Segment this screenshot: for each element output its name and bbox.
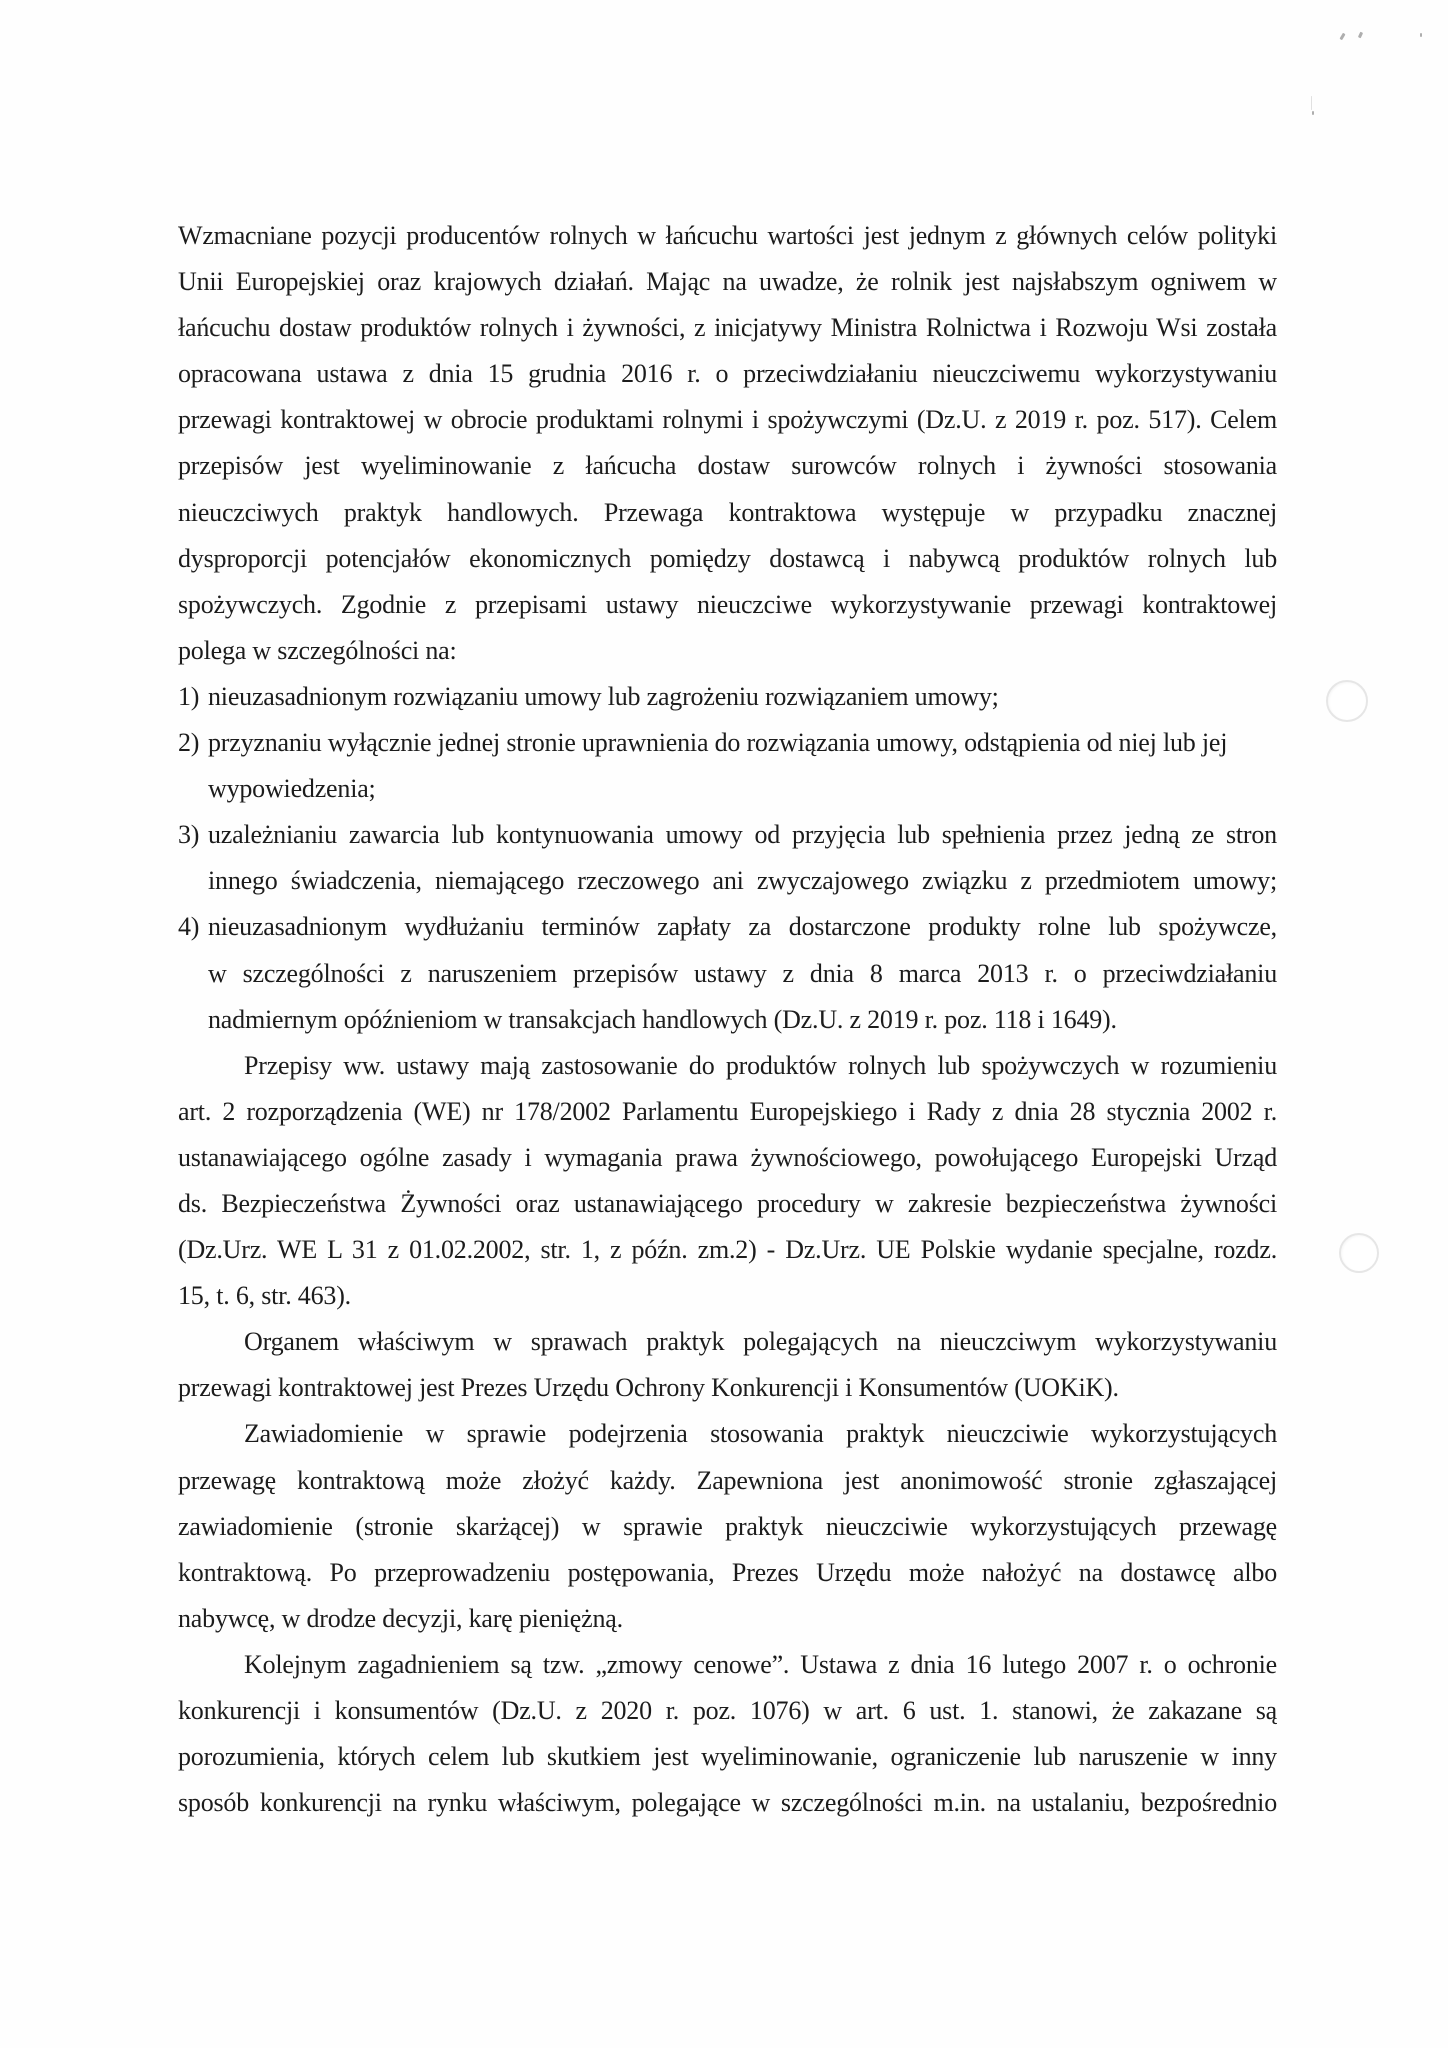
- scan-mark: [1358, 32, 1363, 39]
- list-number: 3): [178, 820, 200, 850]
- scan-mark: [1339, 33, 1345, 41]
- text-line: Zawiadomienie w sprawie podejrzenia stosowania praktyk nieuczciwie wykorzystujących: [244, 1419, 1277, 1449]
- text-line: Przepisy ww. ustawy mają zastosowanie do produktów rolnych lub spożywczych w rozumieniu: [244, 1050, 1277, 1080]
- list-item: [178, 720, 1277, 812]
- text-line: przewagi kontraktowej jest Prezes Urzędu Ochrony Konkurencji i Konsumentów (UOKiK).: [178, 1373, 1119, 1403]
- list-continuation-line: wypowiedzenia;: [208, 774, 376, 804]
- list-number: 1): [178, 681, 200, 711]
- text-line: nabywcę, w drodze decyzji, karę pieniężną.: [178, 1603, 623, 1633]
- list-number: 2): [178, 728, 200, 758]
- list-item: [178, 904, 1277, 1042]
- text-line: sposób konkurencji na rynku właściwym, polegające w szczególności m.in. na ustalaniu, bezpośrednio: [178, 1788, 1277, 1818]
- text-line: kontraktową. Po przeprowadzeniu postępowania, Prezes Urzędu może nałożyć na dostawcę albo: [178, 1557, 1277, 1587]
- scan-mark: [1311, 96, 1312, 110]
- paragraph-notification: [178, 1411, 1277, 1641]
- text-line: polega w szczególności na:: [178, 635, 457, 665]
- text-line: 15, t. 6, str. 463).: [178, 1281, 351, 1311]
- list-number: 4): [178, 912, 200, 942]
- text-line: Kolejnym zagadnieniem są tzw. „zmowy cenowe”. Ustawa z dnia 16 lutego 2007 r. o ochronie: [244, 1649, 1277, 1679]
- text-line: spożywczych. Zgodnie z przepisami ustawy nieuczciwe wykorzystywanie przewagi kontraktowej: [178, 589, 1277, 619]
- list-text: nieuzasadnionym wydłużaniu terminów zapłaty za dostarczone produkty rolne lub spożywcze,: [208, 912, 1277, 942]
- text-line: Unii Europejskiej oraz krajowych działań. Mając na uwadze, że rolnik jest najsłabszym ogniwem w: [178, 267, 1277, 297]
- document-body: [178, 213, 1277, 1826]
- scan-mark: [1312, 111, 1314, 115]
- text-line: (Dz.Urz. WE L 31 z 01.02.2002, str. 1, z późn. zm.2) - Dz.Urz. UE Polskie wydanie specjalne, rozdz.: [178, 1235, 1277, 1265]
- text-line: Wzmacniane pozycji producentów rolnych w łańcuchu wartości jest jednym z głównych celów polityki: [178, 221, 1277, 250]
- numbered-list: [178, 674, 1277, 1043]
- punch-hole: [1339, 1233, 1379, 1273]
- list-continuation-line: w szczególności z naruszeniem przepisów ustawy z dnia 8 marca 2013 r. o przeciwdziałaniu: [208, 958, 1277, 988]
- paragraph-price-fixing: [178, 1642, 1277, 1826]
- list-item: [178, 674, 1277, 720]
- list-item-line: [178, 904, 1277, 950]
- list-continuation-line: innego świadczenia, niemającego rzeczowego ani zwyczajowego związku z przedmiotem umowy;: [208, 866, 1277, 896]
- text-line: art. 2 rozporządzenia (WE) nr 178/2002 Parlamentu Europejskiego i Rady z dnia 28 stycznia 2002 r.: [178, 1096, 1277, 1126]
- text-line: ds. Bezpieczeństwa Żywności oraz ustanawiającego procedury w zakresie bezpieczeństwa żywności: [178, 1188, 1277, 1218]
- paragraph-intro: [178, 213, 1277, 674]
- text-line: przewagę kontraktową może złożyć każdy. Zapewniona jest anonimowość stronie zgłaszającej: [178, 1465, 1277, 1495]
- paragraph-scope: [178, 1043, 1277, 1320]
- list-item-line: [178, 674, 1277, 720]
- text-line: nieuczciwych praktyk handlowych. Przewaga kontraktowa występuje w przypadku znacznej: [178, 497, 1277, 527]
- list-item-line: [178, 812, 1277, 858]
- list-item: [178, 812, 1277, 904]
- text-line: przewagi kontraktowej w obrocie produktami rolnymi i spożywczymi (Dz.U. z 2019 r. poz. 517). Celem: [178, 405, 1277, 435]
- text-line: opracowana ustawa z dnia 15 grudnia 2016 r. o przeciwdziałaniu nieuczciwemu wykorzystywaniu: [178, 359, 1277, 389]
- punch-hole: [1326, 680, 1368, 722]
- list-text: uzależnianiu zawarcia lub kontynuowania umowy od przyjęcia lub spełnienia przez jedną ze stron: [208, 820, 1277, 850]
- text-line: przepisów jest wyeliminowanie z łańcucha dostaw surowców rolnych i żywności stosowania: [178, 451, 1277, 481]
- text-line: porozumienia, których celem lub skutkiem jest wyeliminowanie, ograniczenie lub naruszenie w inny: [178, 1742, 1277, 1772]
- paragraph-authority: [178, 1319, 1277, 1411]
- text-line: łańcuchu dostaw produktów rolnych i żywności, z inicjatywy Ministra Rolnictwa i Rozwoju Wsi została: [178, 313, 1277, 343]
- scan-mark: [1420, 33, 1422, 37]
- list-text: przyznaniu wyłącznie jednej stronie uprawnienia do rozwiązania umowy, odstąpienia od niej lub jej: [208, 728, 1228, 758]
- text-line: konkurencji i konsumentów (Dz.U. z 2020 r. poz. 1076) w art. 6 ust. 1. stanowi, że zakazane są: [178, 1696, 1277, 1725]
- text-line: Organem właściwym w sprawach praktyk polegających na nieuczciwym wykorzystywaniu: [244, 1327, 1277, 1357]
- list-continuation-line: nadmiernym opóźnieniom w transakcjach handlowych (Dz.U. z 2019 r. poz. 118 i 1649).: [208, 1004, 1117, 1034]
- list-text: nieuzasadnionym rozwiązaniu umowy lub zagrożeniu rozwiązaniem umowy;: [208, 681, 999, 711]
- list-item-line: [178, 720, 1277, 766]
- text-line: zawiadomienie (stronie skarżącej) w sprawie praktyk nieuczciwie wykorzystujących przewagę: [178, 1511, 1277, 1541]
- text-line: ustanawiającego ogólne zasady i wymagania prawa żywnościowego, powołującego Europejski Urząd: [178, 1142, 1277, 1172]
- text-line: dysproporcji potencjałów ekonomicznych pomiędzy dostawcą i nabywcą produktów rolnych lub: [178, 543, 1277, 573]
